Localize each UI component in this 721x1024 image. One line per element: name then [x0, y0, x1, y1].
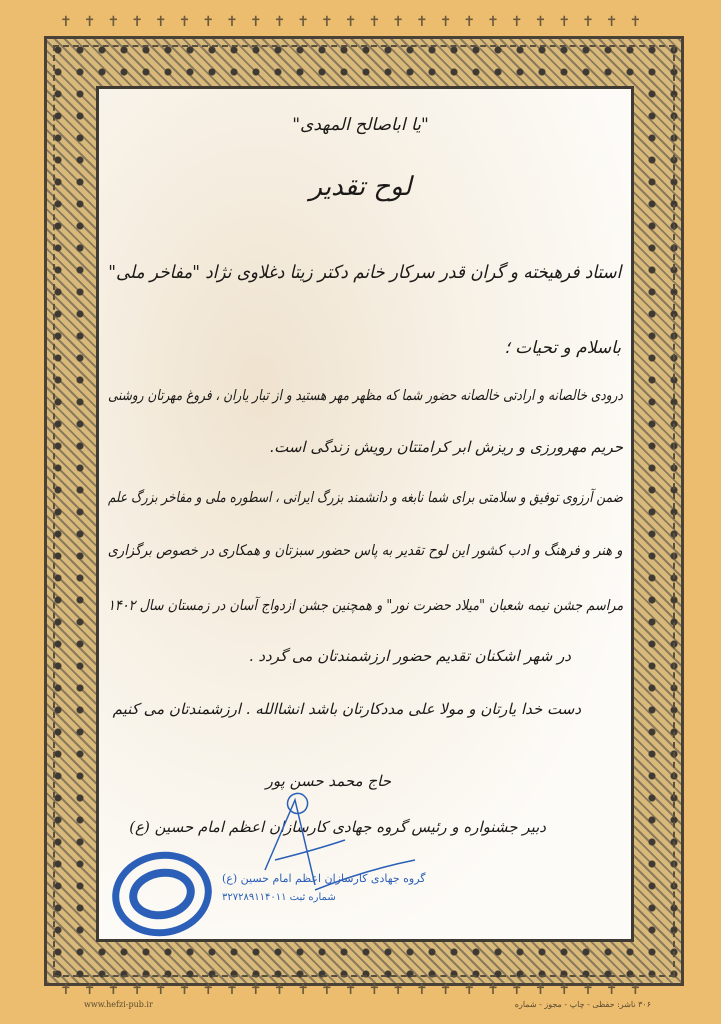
body-line: ضمن آرزوی توفیق و سلامتی برای شما نابغه و دانشمند بزرگ ایرانی ، اسطوره ملی و مفاخر بزرگ علم	[108, 490, 623, 506]
signatory-name: حاج محمد حسن پور	[265, 772, 391, 790]
recipient-line: استاد فرهیخته و گران قدر سرکار خانم دکتر زیتا دغلاوی نژاد "مفاخر ملی"	[107, 262, 621, 283]
body-line: و هنر و فرهنگ و ادب کشور این لوح تقدیر به پاس حضور سبزتان و همکاری در خصوص برگزاری	[108, 543, 623, 559]
signatory-role: دبیر جشنواره و رئیس گروه جهادی کارسازان اعظم امام حسین (ع)	[129, 818, 546, 836]
top-ornament: ✝✝✝✝✝✝✝✝✝✝✝✝✝✝✝✝✝✝✝✝✝✝✝✝✝	[60, 14, 654, 30]
certificate-title: لوح تقدیر	[309, 172, 412, 202]
footer-publisher: ۳۰۶ ناشر: حفظی - چاپ - مجوز - شماره	[514, 1000, 651, 1009]
stamp-text: گروه جهادی کارسازان اعظم امام حسین (ع)	[222, 872, 426, 885]
footer-website: www.hefzi-pub.ir	[84, 1000, 153, 1009]
body-line: در شهر اشکنان تقدیم حضور ارزشمندتان می گردد .	[248, 647, 571, 665]
closing-line: دست خدا یارتان و مولا علی مددکارتان باشد انشاالله . ارزشمندتان می کنیم	[112, 700, 581, 718]
invocation: "یا اباصالح المهدی"	[292, 115, 429, 135]
body-line: مراسم جشن نیمه شعبان "میلاد حضرت نور" و همچنین جشن ازدواج آسان در زمستان سال ۱۴۰۲	[107, 598, 623, 614]
bottom-ornament: ✝✝✝✝✝✝✝✝✝✝✝✝✝✝✝✝✝✝✝✝✝✝✝✝✝	[60, 982, 654, 998]
greeting: باسلام و تحیات ؛	[504, 338, 621, 358]
stamp-number: شماره ثبت ۳۲۷۲۸۹۱۱۴۰۱۱	[222, 892, 336, 903]
body-line: درودی خالصانه و ارادتی خالصانه حضور شما که مظهر مهر هستید و از تبار یاران ، فروغ مهرتان روشنی	[108, 388, 623, 404]
body-line: حریم مهرورزی و ریزش ابر کرامتتان رویش زندگی است.	[269, 438, 623, 456]
